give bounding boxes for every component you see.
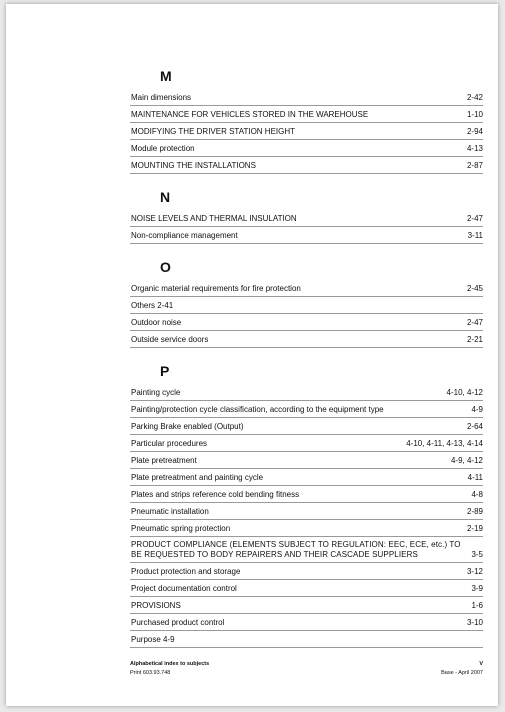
index-entry — [130, 418, 483, 435]
footer-print: Print 603.93.748 — [130, 670, 171, 676]
index-entry — [130, 123, 483, 140]
index-entry — [130, 597, 483, 614]
entry-page: 2-87 — [466, 161, 483, 170]
entry-name: PROVISIONS — [131, 601, 181, 610]
index-entry — [130, 280, 483, 297]
index-entry — [130, 157, 483, 174]
index-entry — [130, 331, 483, 348]
footer-title: Alphabetical index to subjects — [130, 661, 210, 667]
footer-line-2 — [130, 670, 483, 677]
section-o — [130, 258, 483, 348]
entry-page: 2-64 — [466, 422, 483, 431]
entry-name: Non-compliance management — [131, 231, 238, 240]
entry-name: Painting cycle — [131, 388, 181, 397]
section-letter: O — [160, 259, 171, 275]
index-entry — [130, 106, 483, 123]
entry-page: 4-10, 4-12 — [446, 388, 483, 397]
section-m — [130, 67, 483, 174]
index-entry — [130, 384, 483, 401]
entry-page: 2-19 — [466, 524, 483, 533]
index-entry — [130, 435, 483, 452]
entry-name: Purpose 4-9 — [131, 635, 175, 644]
index-entry — [130, 537, 483, 563]
index-entry — [130, 631, 483, 648]
index-entry — [130, 452, 483, 469]
footer-base: Base - April 2007 — [441, 670, 483, 676]
entry-page: 2-47 — [466, 318, 483, 327]
entry-name: NOISE LEVELS AND THERMAL INSULATION — [131, 214, 297, 223]
entry-page: 2-45 — [466, 284, 483, 293]
index-entry — [130, 486, 483, 503]
entry-name: Parking Brake enabled (Output) — [131, 422, 244, 431]
entry-name: Painting/protection cycle classification, according to the equipment type — [131, 405, 384, 414]
section-letter: N — [160, 189, 171, 205]
entry-page: 2-47 — [466, 214, 483, 223]
index-entry — [130, 89, 483, 106]
index-entry — [130, 210, 483, 227]
index-entry — [130, 401, 483, 418]
entry-name: Plates and strips reference cold bending fitness — [131, 490, 300, 499]
entry-page: 1-6 — [471, 601, 483, 610]
entry-page: 4-13 — [466, 144, 483, 153]
entry-page: 2-21 — [466, 335, 483, 344]
entry-name: Plate pretreatment — [131, 456, 197, 465]
entry-name: Pneumatic spring protection — [131, 524, 231, 533]
index-content — [130, 67, 483, 662]
entry-name: MOUNTING THE INSTALLATIONS — [131, 161, 256, 170]
entry-name: Project documentation control — [131, 584, 237, 593]
entry-name: Particular procedures — [131, 439, 208, 448]
entry-page: 4-9, 4-12 — [450, 456, 483, 465]
entry-page: 2-42 — [466, 93, 483, 102]
entry-name: MAINTENANCE FOR VEHICLES STORED IN THE WAREHOUSE — [131, 110, 369, 119]
entry-name: Organic material requirements for fire protection — [131, 284, 301, 293]
index-entry — [130, 520, 483, 537]
entry-page: 1-10 — [466, 110, 483, 119]
section-letter: P — [160, 363, 170, 379]
entry-name: PRODUCT COMPLIANCE (ELEMENTS SUBJECT TO REGULATION: EEC, ECE, etc.) TO BE REQUESTED TO BODY REPAIRERS AND THEIR CASCADE SUPPLIERS — [131, 540, 461, 559]
index-entry — [130, 469, 483, 486]
entry-page: 3-10 — [466, 618, 483, 627]
index-entry — [130, 580, 483, 597]
entry-page: 4-11 — [467, 473, 483, 482]
entry-page: 4-10, 4-11, 4-13, 4-14 — [406, 439, 483, 448]
entry-page: 4-9 — [471, 405, 483, 414]
entry-name: Module protection — [131, 144, 195, 153]
entry-name: Pneumatic installation — [131, 507, 209, 516]
entry-page: 2-94 — [466, 127, 483, 136]
entry-page: 3-11 — [467, 231, 483, 240]
entry-name: Main dimensions — [131, 93, 192, 102]
entry-page: 3-9 — [471, 584, 483, 593]
entry-name: Outside service doors — [131, 335, 209, 344]
entry-name: Plate pretreatment and painting cycle — [131, 473, 264, 482]
entry-name: Purchased product control — [131, 618, 225, 627]
footer-line-1 — [130, 661, 483, 668]
index-entry — [130, 503, 483, 520]
footer-page-number: V — [479, 661, 483, 667]
index-entry — [130, 563, 483, 580]
index-entry — [130, 140, 483, 157]
index-entry — [130, 614, 483, 631]
index-entry — [130, 314, 483, 331]
entry-page: 4-8 — [471, 490, 483, 499]
document-page — [6, 4, 498, 706]
entry-name: Product protection and storage — [131, 567, 241, 576]
section-p — [130, 362, 483, 648]
section-n — [130, 188, 483, 244]
index-entry — [130, 297, 483, 314]
entry-name: Others 2-41 — [131, 301, 174, 310]
entry-name: MODIFYING THE DRIVER STATION HEIGHT — [131, 127, 296, 136]
entry-page: 3-12 — [466, 567, 483, 576]
section-letter: M — [160, 68, 172, 84]
entry-page: 2-89 — [466, 507, 483, 516]
entry-name: Outdoor noise — [131, 318, 182, 327]
entry-page: 3-5 — [471, 550, 483, 559]
index-entry — [130, 227, 483, 244]
